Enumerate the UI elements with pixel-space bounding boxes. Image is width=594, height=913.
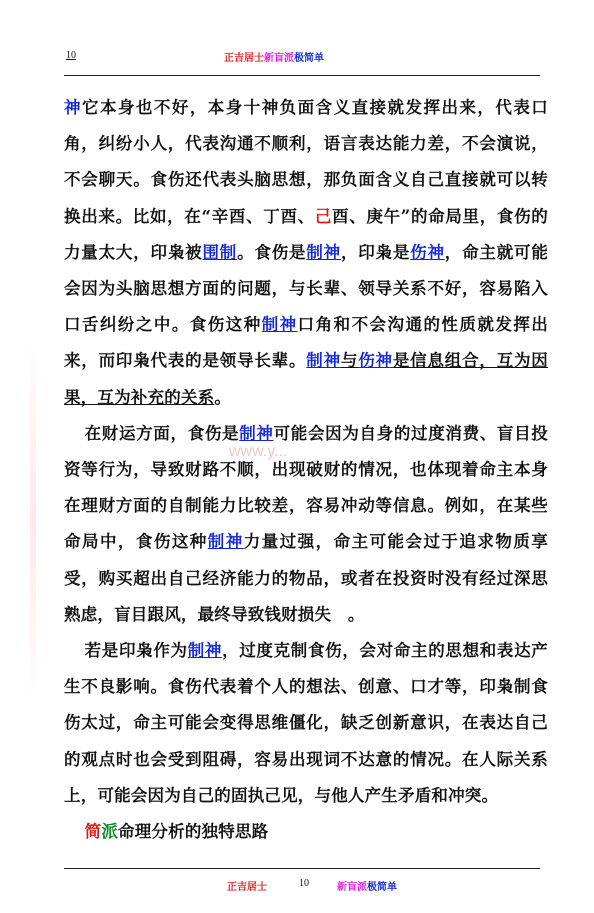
term-highlight: 制神 [239, 423, 274, 443]
footer-title [337, 878, 397, 893]
text-run: 它本身也不好，本身十神负面含义直接就发挥出来，代表口角，纠纷小人，代表沟通不顺利，语言表达能力差，不会演说，不会聊天。食伤还代表头脑思想，那负面含义自己直接就可以转换出来。比如，在“辛酉、丁酉、 [64, 98, 549, 226]
header-page-number: 10 [66, 50, 76, 61]
text-run: 口角和不会沟通的性质就发挥出来，而印枭代表的是领导长辈。 [64, 315, 548, 371]
text-run: 酉、庚午”的命局里，食伤的力量太大，印枭被 [64, 206, 549, 262]
text-run: 是信息组合，互为因果，互为补充的关系 [64, 351, 549, 407]
watermark: www.y... [229, 443, 288, 460]
text-run: 。 [214, 387, 232, 407]
term-highlight: 制神 [306, 242, 341, 262]
section-heading [64, 814, 548, 850]
header-rule [64, 75, 540, 76]
text-run: 力量过强，命主可能会过于追求物质享受，购买超出自己经济能力的物品，或者在投资时没有经过深思熟虑，盲目跟风，最终导致钱财损失 。 [64, 532, 548, 624]
text-run: 。食伤是 [237, 242, 307, 262]
term-highlight: 制神 [261, 315, 298, 335]
paragraph-3 [64, 633, 548, 814]
text-run: ，印枭是 [340, 242, 411, 262]
term-highlight: 围制 [202, 242, 238, 262]
header-title-author: 正吉居士 [224, 53, 264, 64]
page-footer [64, 878, 540, 894]
term-highlight: 伤神 [358, 351, 393, 371]
header-title-school: 新盲派 [264, 53, 294, 64]
term-highlight: 制神 [187, 641, 223, 661]
page-edge-mark [30, 330, 36, 710]
text-run: 与 [340, 351, 359, 371]
page-header [64, 50, 540, 66]
footer-title-school: 新盲派 [337, 882, 367, 893]
text-run: 己 [314, 206, 333, 226]
footer-author: 正吉居士 [227, 882, 267, 893]
text-run: ，过度克制食伤，会对命主的思想和表达产生不良影响。食伤代表着个人的想法、创意、口才等，印枭制食伤太过，命主可能会变得思维僵化，缺乏创新意识，在表达自己的观点时也会受到阻碍，容易出现词不达意的情况。在人际关系上，可能会因为自己的固执己见，与他人产生矛盾和冲突。 [64, 641, 548, 805]
text-run: 在财运方面，食伤是 [84, 423, 240, 443]
term-highlight: 制神 [207, 532, 244, 552]
term-highlight: 伤神 [410, 242, 445, 262]
paragraph-1 [64, 90, 548, 416]
section-heading-text: 命理分析的独特思路 [118, 822, 269, 842]
text-run: 可能会因为自身的过度消费、盲目投资等行为，导致财路不顺，出现破财的情况，也体现着命主本身在理财方面的自制能力比较差，容易冲动等信息。例如，在某些命局中，食伤这种 [64, 423, 548, 552]
term-highlight: 制神 [306, 351, 341, 371]
paragraph-2 [64, 416, 548, 633]
body-text [64, 90, 548, 850]
header-title-tagline: 极简单 [294, 53, 324, 64]
footer-page-number: 10 [299, 878, 309, 889]
header-title [224, 49, 324, 64]
section-heading-char-2: 派 [101, 822, 119, 842]
footer-title-tagline: 极简单 [367, 882, 397, 893]
footer-rule [64, 868, 540, 869]
text-run: 若是印枭作为 [84, 641, 188, 661]
text-run: ，命主就可能会因为头脑思想方面的问题，与长辈、领导关系不好，容易陷入口舌纠纷之中。食伤这种 [64, 242, 549, 335]
term-highlight: 神 [64, 98, 82, 117]
section-heading-char-1: 简 [84, 822, 102, 842]
